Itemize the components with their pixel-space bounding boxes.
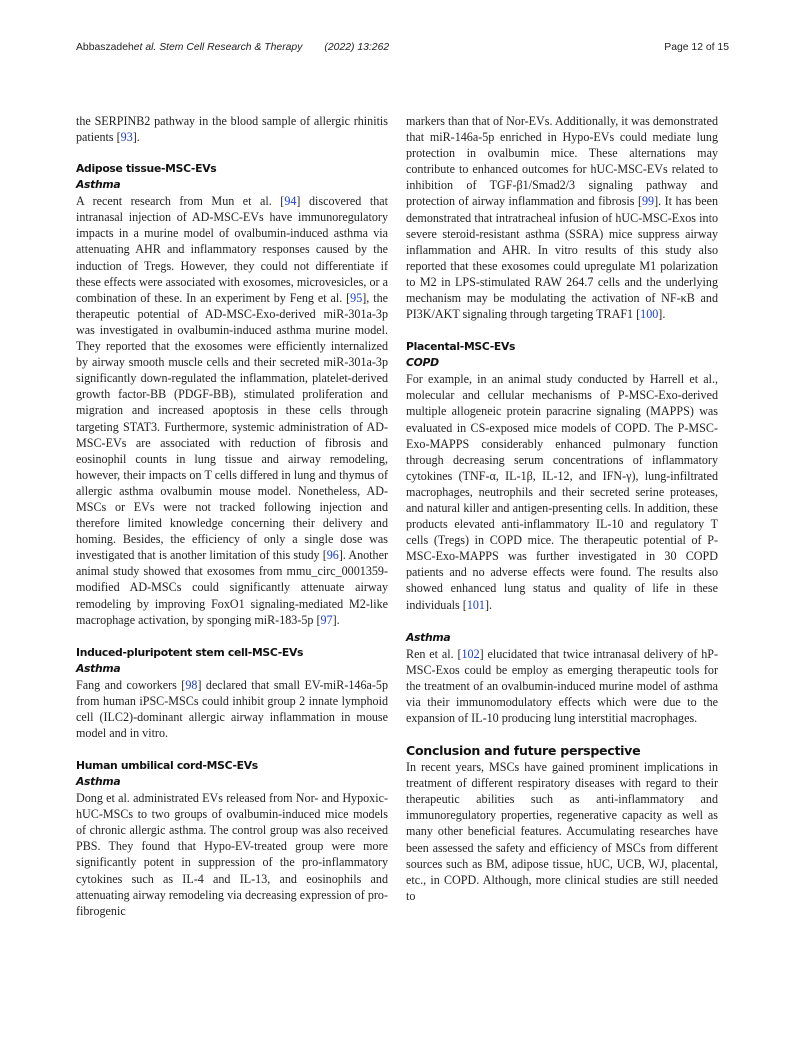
subsection-heading: Asthma — [76, 661, 121, 675]
section-heading: Adipose tissue-MSC-EVs — [76, 162, 217, 176]
paragraph — [406, 646, 718, 726]
text: ] discovered that intranasal injection of AD-MSC-EVs have immunoregulatory impacts in a murine model of ovalbumin-induced asthma via attenuating AHR and inflammatory responses caused by the induction of Tregs. However, they could not differentiate if these effects were associated with exosomes, microvesicles, or a combination of these. In an experiment by Feng et al. [ — [76, 194, 388, 305]
text: ]. It has been demonstrated that intratracheal infusion of hUC-MSC-Exos into severe steroid-resistant asthma (SSRA) mice suppress airway inflammation and AHR. In vitro results of this study also reported that these exosomes could upregulate M1 polarization to M2 in LPS-stimulated RAW 264.7 cells and the underlying mechanism may be modulating the activation of NF-κB and PI3K/AKT signaling through targeting TRAF1 [ — [406, 194, 718, 322]
subsection-heading: COPD — [406, 356, 439, 370]
text: ] declared that small EV-miR-146a-5p from human iPSC-MSCs could inhibit group 2 innate lymphoid cell (ILC2)-dominant allergic airway inflammation in mouse model and in vitro. — [76, 677, 388, 740]
citation-link[interactable]: 95 — [350, 290, 363, 305]
text: ]. — [658, 307, 666, 322]
citation-link[interactable]: 96 — [326, 548, 339, 563]
page-number: Page 12 of 15 — [664, 42, 729, 53]
citation-link[interactable]: 101 — [466, 597, 485, 612]
paragraph — [406, 113, 718, 322]
paragraph — [406, 371, 718, 612]
citation-link[interactable]: 93 — [120, 130, 133, 145]
section-heading: Human umbilical cord-MSC-EVs — [76, 759, 258, 773]
paragraph — [76, 193, 388, 628]
paragraph: In recent years, MSCs have gained prominent implications in treatment of different respiratory diseases with regard to their therapeutic abilities such as anti-inflammatory and immunoregulatory properties, regenerative capacity as well as many other beneficial features. Accumulating researches have been assessed the safety and efficiency of MSCs from different sources such as BM, adipose tissue, hUC, UCB, WJ, placental, etc., in COPD. Although, more clinical studies are still needed to — [406, 760, 718, 903]
text: ]. — [132, 130, 140, 145]
citation-link[interactable]: 98 — [185, 677, 198, 692]
citation-line — [76, 42, 389, 53]
text: A recent research from Mun et al. [ — [76, 194, 285, 209]
text: ], the therapeutic potential of AD-MSC-Exo-derived miR-301a-3p was investigated in ovalbumin-induced asthma murine model. They reported that the exosomes were efficiently internalized by airway smooth muscle cells and their secreted miR-301a-3p significantly down-regulated the inflammation, platelet-derived growth factor-BB (PDGF-BB), stimulated proliferation and migration and increased apoptosis in these cells through targeting STAT3. Furthermore, systemic administration of AD-MSC-EVs are associated with reduction of fibrosis and eosinophil counts in lung tissue and airway remodeling, however, their impacts on T cells differed in lung and thymus of allergic asthma ovalbumin mouse model. Nonetheless, AD-MSCs or EVs were not tracked following injection and therefore limited knowledge concerning their delivery and homing. Besides, the efficiency of only a single dose was investigated that is another limitation of this study [ — [76, 290, 388, 563]
text: ]. — [332, 612, 340, 627]
header-authors: Abbaszadeh — [76, 42, 134, 53]
citation-link[interactable]: 94 — [284, 194, 297, 209]
paragraph: Dong et al. administrated EVs released from Nor- and Hypoxic-hUC-MSCs to two groups of ovalbumin-induced mice models of chronic allergic asthma. The control group was also received PBS. They found that Hypo-EV-treated group were more significantly potent in suppression of the pro-inflammatory cytokines such as IL-4 and IL-13, and eosinophils and attenuating airway remodeling via decreasing expression of pro-fibrogenic — [76, 791, 388, 918]
text: ]. Another animal study showed that exosomes from mmu_circ_0001359-modified AD-MSCs could significantly attenuate airway remodeling by improving FoxO1 signaling-mediated M2-like macrophage activation, by sponging miR-183-5p [ — [76, 548, 388, 627]
citation-link[interactable]: 100 — [640, 307, 659, 322]
section-heading: Placental-MSC-EVs — [406, 340, 516, 354]
text: ]. — [484, 597, 493, 612]
header-journal: et al. Stem Cell Research & Therapy — [133, 42, 303, 53]
citation-link[interactable]: 97 — [320, 612, 333, 627]
text: ] elucidated that twice intranasal delivery of hP-MSC-Exos could be employ as emerging therapeutic tools for the treatment of an ovalbumin-induced murine model of asthma via their immunomodulatory effects which were due to the expansion of IL-10 producing lung interstitial macrophages. — [406, 646, 718, 725]
text: markers than that of Nor-EVs. Additionally, it was demonstrated that miR-146a-5p enriched in Hypo-EVs could mediate lung protection in ovalbumin mice. These alternations may contribute to enhanced outcomes for hUC-MSC-EVs related to inhibition of TGF-β1/Smad2/3 signaling pathway and protection of airway inflammation and fibrosis [ — [406, 114, 718, 209]
text: Fang and coworkers [ — [76, 677, 186, 692]
text: the SERPINB2 pathway in the blood sample of allergic rhinitis patients [ — [76, 114, 388, 145]
text: Ren et al. [ — [406, 646, 462, 661]
running-header — [76, 42, 729, 53]
subsection-heading: Asthma — [76, 178, 121, 192]
right-column — [406, 113, 718, 904]
citation-link[interactable]: 99 — [641, 194, 655, 209]
paragraph — [76, 113, 388, 145]
text: For example, in an animal study conducted by Harrell et al., molecular and cellular mechanisms of P-MSC-Exo-derived multiple allogeneic protein paracrine signaling (MAPPS) was evaluated in CS-exposed mice models of COPD. The P-MSC-Exo-MAPPS considerably enhanced pulmonary function through decreasing serum concentrations of inflammatory cytokines (TNF-α, IL-1β, IL-12, and IFN-γ), lung-infiltrated macrophages, neutrophils and their secreted serine proteases, and natural killer and antigen-presenting cells. In addition, these products elevated anti-inflammatory IL-10 and regulatory T cells (Tregs) in COPD mice. The therapeutic potential of P-MSC-Exo-MAPPS was further investigated in 30 COPD patients and no adverse effects were found. The results also showed enhanced lung status and quality of life in these individuals [ — [406, 372, 718, 612]
header-year-volume: (2022) 13:262 — [324, 42, 390, 53]
subsection-heading: Asthma — [406, 630, 451, 644]
citation-link[interactable]: 102 — [461, 646, 480, 661]
section-heading-conclusion: Conclusion and future perspective — [406, 743, 641, 759]
left-column — [76, 113, 388, 919]
subsection-heading: Asthma — [76, 775, 121, 789]
paragraph — [76, 677, 388, 741]
section-heading: Induced-pluripotent stem cell-MSC-EVs — [76, 645, 304, 659]
